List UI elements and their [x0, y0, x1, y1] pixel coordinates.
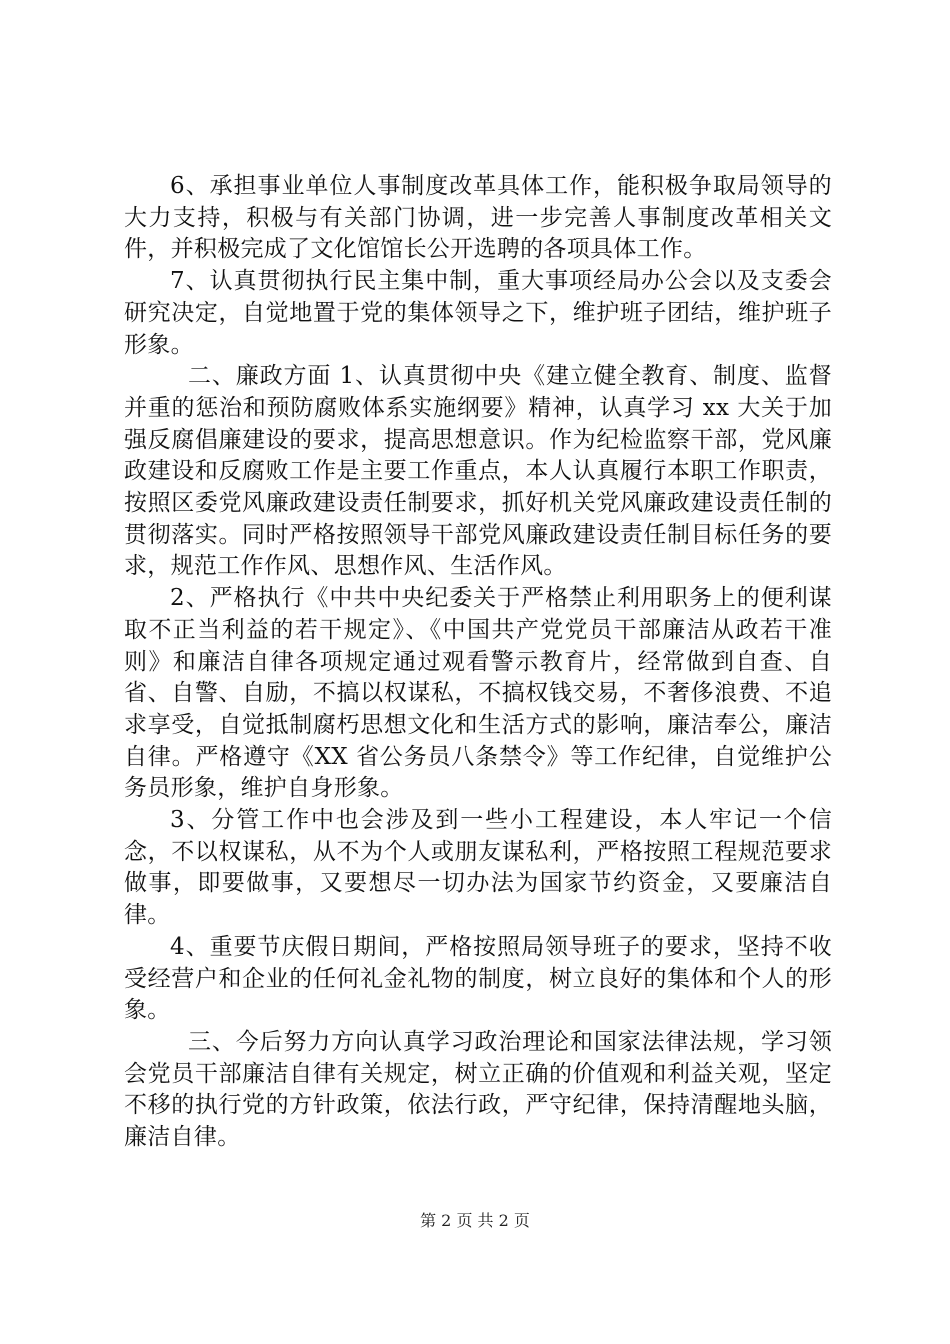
section-heading-integrity: 二、廉政方面 1、认真贯彻中央《建立健全教育、制度、监督并重的惩治和预防腐败体系实施纲要》精神，认真学习 xx 大关于加强反腐倡廉建设的要求，提高思想意识。作为纪检监察干部，党风廉政建设和反腐败工作是主要工作重点，本人认真履行本职工作职责，按照区委党风廉政建设责任制要求，抓好机关党风廉政建设责任制的贯彻落实。同时严格按照领导干部党风廉政建设责任制目标任务的要求，规范工作作风、思想作风、生活作风。 [124, 363, 832, 580]
paragraph-integrity-2: 2、严格执行《中共中央纪委关于严格禁止利用职务上的便利谋取不正当利益的若干规定》、《中国共产党党员干部廉洁从政若干准则》和廉洁自律各项规定通过观看警示教育片，经常做到自查、自省、自警、自励，不搞以权谋私，不搞权钱交易，不奢侈浪费、不追求享受，自觉抵制腐朽思想文化和生活方式的影响，廉洁奉公，廉洁自律。严格遵守《XX 省公务员八条禁令》等工作纪律，自觉维护公务员形象，维护自身形象。 [124, 585, 832, 802]
page-number-footer: 第 2 页 共 2 页 [420, 1211, 530, 1230]
section-heading-future-direction: 三、今后努力方向认真学习政治理论和国家法律法规，学习领会党员干部廉洁自律有关规定，树立正确的价值观和利益关观，坚定不移的执行党的方针政策，依法行政，严守纪律，保持清醒地头脑，廉洁自律。 [124, 1028, 832, 1151]
paragraph-item-6: 6、承担事业单位人事制度改革具体工作，能积极争取局领导的大力支持，积极与有关部门协调，进一步完善人事制度改革相关文件，并积极完成了文化馆馆长公开选聘的各项具体工作。 [124, 173, 832, 263]
paragraph-item-7: 7、认真贯彻执行民主集中制，重大事项经局办公会以及支委会研究决定，自觉地置于党的集体领导之下，维护班子团结，维护班子形象。 [124, 268, 832, 358]
paragraph-integrity-3: 3、分管工作中也会涉及到一些小工程建设，本人牢记一个信念，不以权谋私，从不为个人或朋友谋私利，严格按照工程规范要求做事，即要做事，又要想尽一切办法为国家节约资金，又要廉洁自律。 [124, 807, 832, 929]
paragraph-integrity-4: 4、重要节庆假日期间，严格按照局领导班子的要求，坚持不收受经营户和企业的任何礼金礼物的制度，树立良好的集体和个人的形象。 [124, 933, 832, 1024]
document-body [124, 171, 832, 1154]
